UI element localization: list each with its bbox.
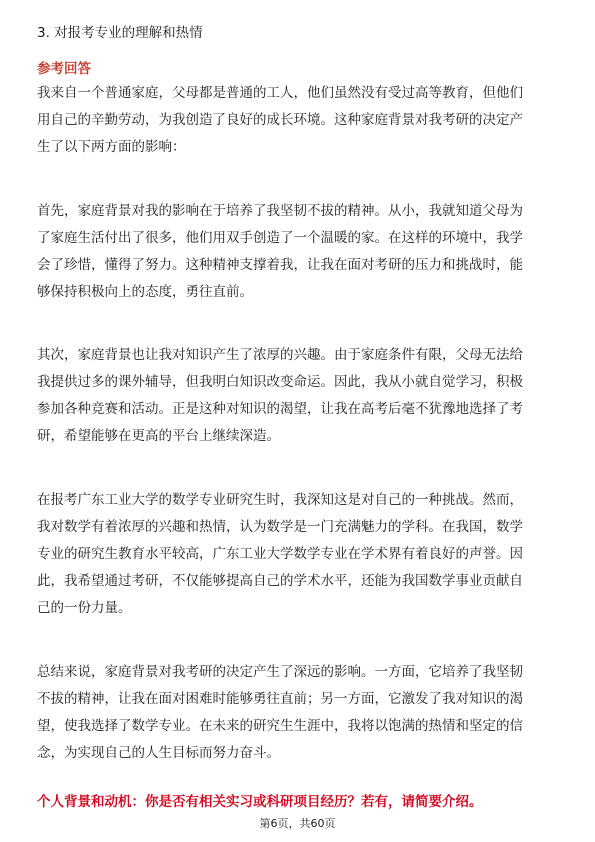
paragraph-line: 不拔的精神，让我在面对困难时能够勇往直前；另一方面，它激发了我对知识的渴 (37, 691, 523, 707)
paragraph-line: 此，我希望通过考研，不仅能够提高自己的学术水平，还能为我国数学事业贡献自 (37, 573, 523, 589)
paragraph-line: 总结来说，家庭背景对我考研的决定产生了深远的影响。一方面，它培养了我坚韧 (37, 664, 523, 680)
paragraph-conclusion (37, 659, 563, 767)
next-question-heading: 个人背景和动机：你是否有相关实习或科研项目经历？若有，请简要介绍。 (37, 794, 483, 810)
section-title: 3. 对报考专业的理解和热情 (37, 25, 203, 41)
paragraph-line: 专业的研究生教育水平较高，广东工业大学数学专业在学术界有着良好的声誉。因 (37, 546, 523, 562)
paragraph-line: 会了珍惜，懂得了努力。这种精神支撑着我，让我在面对考研的压力和挑战时，能 (37, 257, 523, 273)
paragraph-line: 念，为实现自己的人生目标而努力奋斗。 (37, 745, 280, 761)
paragraph-line: 生了以下两方面的影响： (37, 139, 186, 155)
paragraph-line: 研，希望能够在更高的平台上继续深造。 (37, 428, 280, 444)
paragraph-line: 我对数学有着浓厚的兴趣和热情，认为数学是一门充满魅力的学科。在我国，数学 (37, 519, 523, 535)
paragraph-line: 参加各种竞赛和活动。正是这种对知识的渴望，让我在高考后毫不犹豫地选择了考 (37, 401, 523, 417)
paragraph-line: 己的一份力量。 (37, 600, 132, 616)
paragraph-line: 我来自一个普通家庭，父母都是普通的工人，他们虽然没有受过高等教育，但他们 (37, 85, 523, 101)
paragraph-line: 了家庭生活付出了很多，他们用双手创造了一个温暖的家。在这样的环境中，我学 (37, 230, 523, 246)
paragraph-line: 用自己的辛勤劳动，为我创造了良好的成长环境。这种家庭背景对我考研的决定产 (37, 112, 523, 128)
paragraph-line: 够保持积极向上的态度，勇往直前。 (37, 284, 253, 300)
paragraph-line: 望，使我选择了数学专业。在未来的研究生生涯中，我将以饱满的热情和坚定的信 (37, 718, 523, 734)
paragraph-line: 首先，家庭背景对我的影响在于培养了我坚韧不拔的精神。从小，我就知道父母为 (37, 203, 523, 219)
paragraph-family-background (37, 80, 563, 161)
paragraph-perseverance (37, 198, 563, 306)
paragraph-line: 其次，家庭背景也让我对知识产生了浓厚的兴趣。由于家庭条件有限，父母无法给 (37, 347, 523, 363)
reference-answer-label: 参考回答 (37, 61, 91, 77)
page-number: 第6页，共60页 (259, 817, 336, 830)
paragraph-line: 我提供过多的课外辅导，但我明白知识改变命运。因此，我从小就自觉学习，积极 (37, 374, 523, 390)
paragraph-interest-in-knowledge (37, 342, 563, 450)
paragraph-math-major (37, 487, 563, 622)
paragraph-line: 在报考广东工业大学的数学专业研究生时，我深知这是对自己的一种挑战。然而， (37, 492, 523, 508)
